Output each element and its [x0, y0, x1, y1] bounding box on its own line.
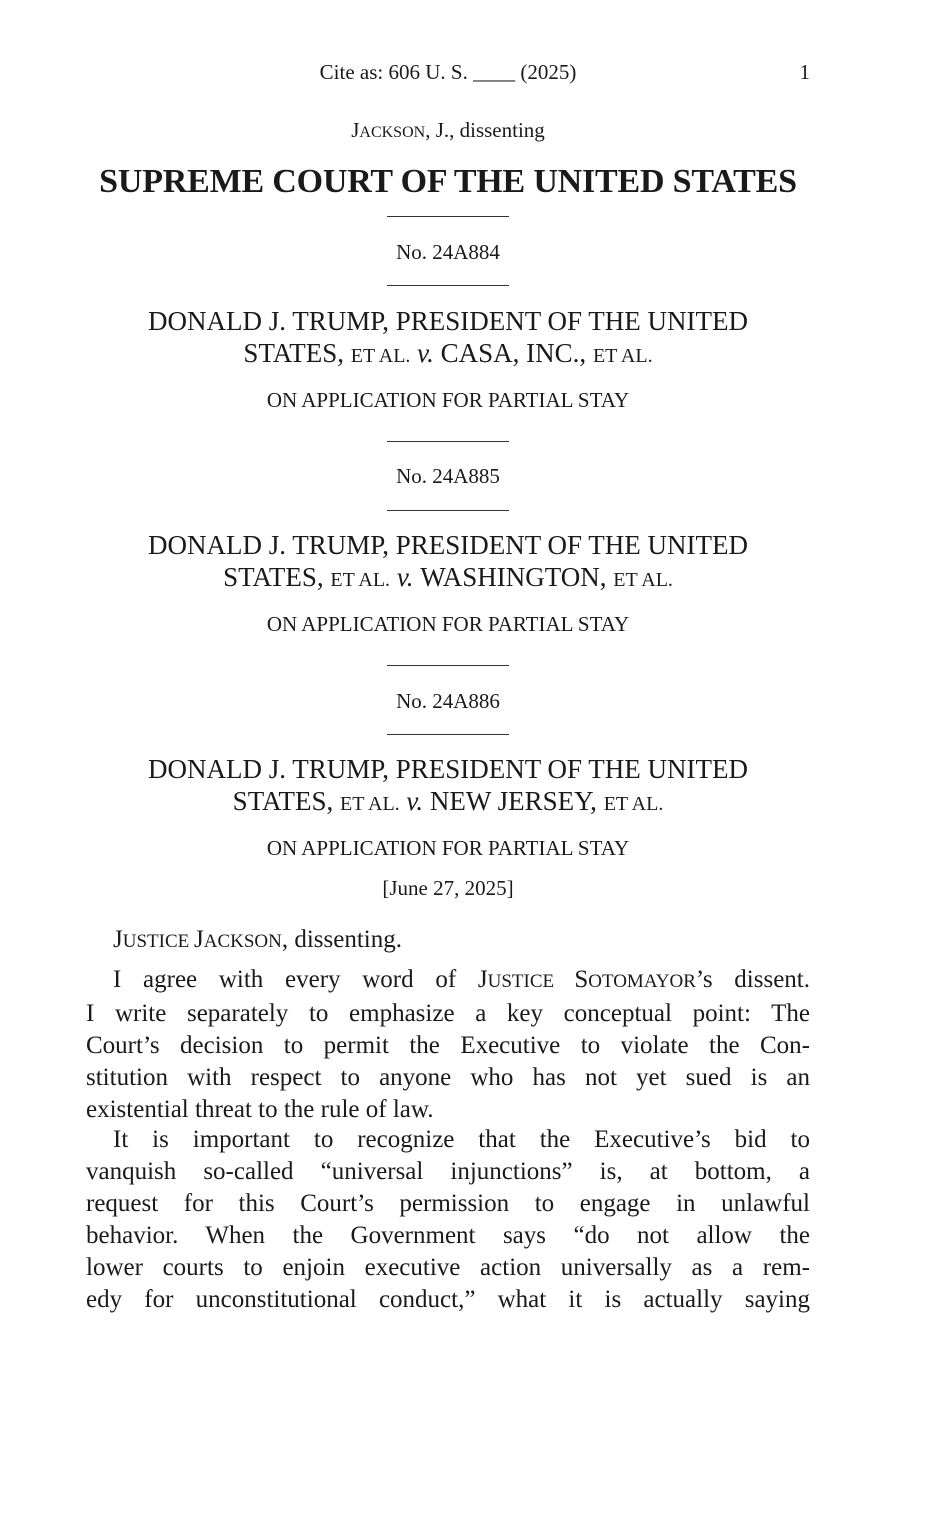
- docket-number: No. 24A886: [396, 689, 500, 713]
- paragraph-line: Court’s decision to permit the Executive to violate the Con-: [86, 1032, 810, 1059]
- citation: Cite as: 606 U. S. ____ (2025): [319, 60, 577, 84]
- paragraph-line: edy for unconstitutional conduct,” what it is actually saying: [86, 1286, 810, 1313]
- paragraph-1: [86, 964, 810, 1126]
- divider-rule: [387, 665, 509, 666]
- author-name-smallcaps: ACKSON: [359, 124, 426, 141]
- divider-rule: [387, 734, 509, 735]
- paragraph-line: request for this Court’s permission to engage in unlawful: [86, 1190, 810, 1217]
- divider-rule: [387, 441, 509, 442]
- court-name: SUPREME COURT OF THE UNITED STATES: [99, 163, 797, 200]
- divider-rule: [387, 510, 509, 511]
- author-initial: J: [351, 118, 360, 142]
- paragraph-line: stitution with respect to anyone who has not yet sued is an: [86, 1064, 810, 1091]
- case-title: [86, 753, 810, 820]
- case-title-line1: DONALD J. TRUMP, PRESIDENT OF THE UNITED: [147, 530, 749, 560]
- case-title-line1: DONALD J. TRUMP, PRESIDENT OF THE UNITED: [147, 754, 749, 784]
- running-head: [86, 60, 810, 86]
- paragraph-line: I write separately to emphasize a key conceptual point: The: [86, 1000, 810, 1027]
- opinion-intro: JUSTICE JACKSON, dissenting.: [113, 926, 402, 953]
- case-title-line2: STATES, ET AL. v. NEW JERSEY, ET AL.: [232, 786, 664, 816]
- divider-rule: [387, 285, 509, 286]
- paragraph-line: lower courts to enjoin executive action universally as a rem-: [86, 1254, 810, 1281]
- author-suffix: , J., dissenting: [425, 118, 545, 142]
- case-title: [86, 305, 810, 372]
- application-line: ON APPLICATION FOR PARTIAL STAY: [266, 836, 630, 860]
- divider-rule: [387, 216, 509, 217]
- application-line: ON APPLICATION FOR PARTIAL STAY: [266, 388, 630, 412]
- paragraph-line: It is important to recognize that the Executive’s bid to: [113, 1126, 810, 1153]
- page-number: 1: [799, 60, 810, 84]
- paragraph-line: existential threat to the rule of law.: [86, 1096, 434, 1123]
- case-title-line1: DONALD J. TRUMP, PRESIDENT OF THE UNITED: [147, 306, 749, 336]
- docket-number: No. 24A885: [396, 464, 500, 488]
- author-line: [86, 118, 810, 143]
- case-title-line2: STATES, ET AL. v. CASA, INC., ET AL.: [243, 338, 653, 368]
- application-line: ON APPLICATION FOR PARTIAL STAY: [266, 612, 630, 636]
- paragraph-2: [86, 1124, 810, 1316]
- paragraph-line: vanquish so-called “universal injunctions” is, at bottom, a: [86, 1158, 810, 1185]
- paragraph-line: I agree with every word of JUSTICE SOTOMAYOR’s dissent.: [113, 966, 811, 993]
- case-title: [86, 529, 810, 596]
- decision-date: [June 27, 2025]: [382, 876, 514, 900]
- docket-number: No. 24A884: [396, 240, 500, 264]
- paragraph-line: behavior. When the Government says “do not allow the: [86, 1222, 810, 1249]
- opinion-page: [86, 0, 810, 1536]
- case-title-line2: STATES, ET AL. v. WASHINGTON, ET AL.: [223, 562, 673, 592]
